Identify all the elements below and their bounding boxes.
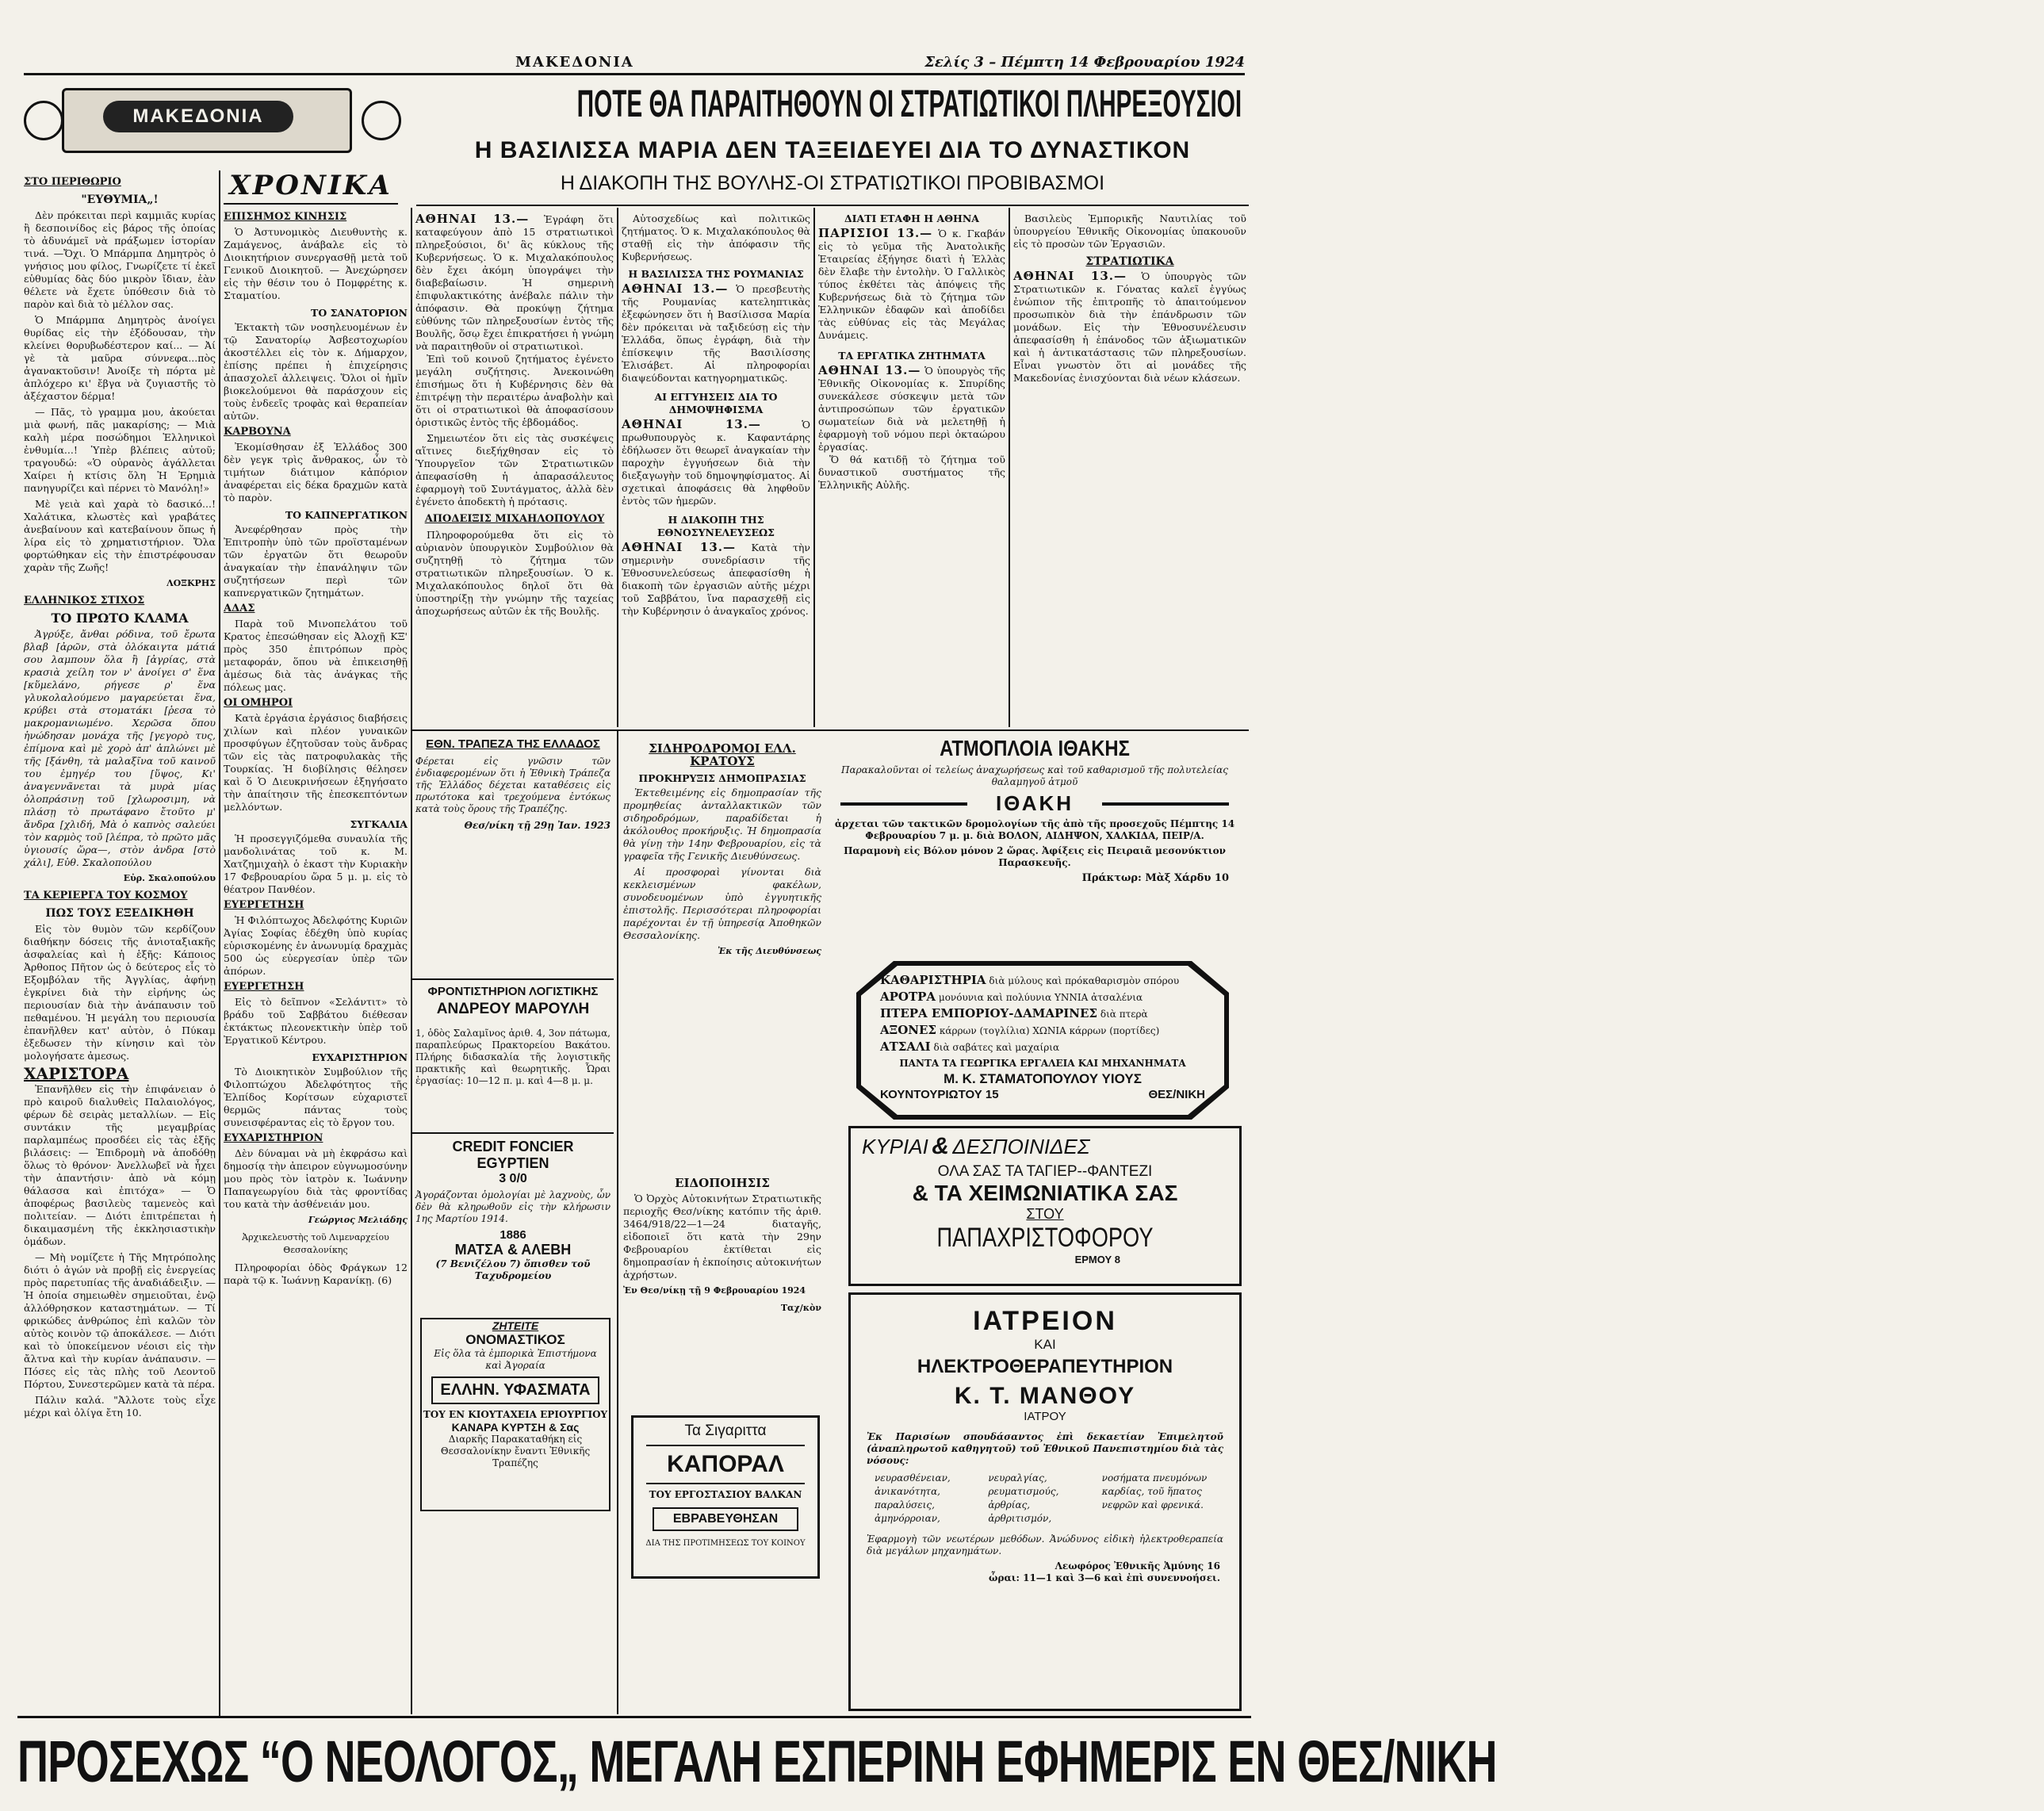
credit-rate: 3 0/0 [499,1172,527,1185]
chronogr-label: ΧΑΡΙΣΤΟΡΑ [24,1064,129,1083]
bank-sign: Θεσ/νίκη τῇ 29ῃ Ἰαν. 1923 [464,820,611,831]
ornament-left-icon [24,101,63,140]
column-divider [617,731,618,1714]
dynastikon-text: Ὅ θά κατιδῇ τὸ ζήτημα τοῦ δυναστικοῦ συστήματος τῆς Ἑλληνικῆς Αὐλῆς. [818,454,1005,491]
school-ad [415,985,611,1128]
ergatika-heading: ΤΑ ΕΡΓΑΤΙΚΑ ΖΗΤΗΜΑΤΑ [838,350,986,362]
hardware-desc: διὰ μύλους καὶ πρόκαθαρισμὸν σπόρου [989,975,1180,986]
clinic-item: ἀρθριτισμόν, [988,1513,1052,1524]
hardware-desc: μονόυνια καὶ πολύυνια ΥΝΝΙΑ ἀτσαλένια [938,992,1143,1003]
tailor-line-3: & ΤΑ ΧΕΙΜΩΝΙΑΤΙΚΑ ΣΑΣ [912,1181,1178,1205]
clinic-subtitle: ΗΛΕΚΤΡΟΘΕΡΑΠΕΥΤΗΡΙΟΝ [917,1356,1173,1377]
kosmos-label: ΤΑ ΚΕΡΙΕΡΓΑ ΤΟΥ ΚΟΣΜΟΥ [24,890,188,902]
school-title: ΦΡΟΝΤΙΣΤΗΡΙΟΝ ΛΟΓΙΣΤΙΚΗΣ [427,985,599,998]
karbouna-text: Ἐκομίσθησαν ἐξ Ἑλλάδος 300 δὲν γεγκ τρὶς ἄνθρακος, ὧν τὸ τιμήτων διάτιμον κἀπόριον ἀναφέρεται εἰς δέκα δραχμῶν κατὰ τὸ παρὸν. [224,441,408,503]
eucharist-signature: Γεώργιος Μελιάδης [308,1215,408,1225]
clinic-item: ρευματισμούς, [988,1486,1059,1497]
bottom-rule [17,1716,1251,1718]
euthymia-paragraph: Ὁ Μπάρμπα Δημητρὸς ἀνοίγει θυρίδας εἰς τὴν ἐξόδουσαν, τὴν κλείνει θορυβωδέστερον καί... — Ἀί γὲ τὰ μαῦρα σύννεφα...πὸς ἀγανακτοῦσιν! Ἀνοίξε τὴ πόρτα μὲ ἀπλόχερο κι' ἔβγα νὰ ζυγιαστῆς τὸ ἀξέχαστον δέρμα! [24,314,216,402]
eucharist-heading: ΕΥΧΑΡΙΣΤΗΡΙΟΝ [224,1132,323,1144]
roumania-heading: Η ΒΑΣΙΛΙΣΣΑ ΤΗΣ ΡΟΥΜΑΝΙΑΣ [628,268,804,280]
credit-year: 1886 [500,1228,526,1242]
steamer-route: ἀρχεται τῶν τακτικῶν δρομολογίων τῆς ἀπὸ τῆς προσεχοῦς Πέμπτης 14 Φεβρουαρίου 7 μ. μ. διὰ ΒΟΛΟΝ, ΑΙΔΗΨΟΝ, ΧΑΛΚΙΔΑ, ΠΕΙΡ/Α. [834,818,1235,841]
news-text: Αὐτοσχεδίως καὶ πολιτικῶς ζητήματος. Ὁ κ. Μιχαλακόπουλος θὰ σταθῇ εἰς τὴν ἀπόφασιν τῆς Κυβερνήσεως. [622,212,810,262]
evergetisi-text: Εἰς τὸ δεῖπνον «Σελάντιτ» τὸ βράδυ τοῦ Σαββάτου διέθεσαν ἐκτάκτως πλεονεκτικὴν ὑπὲρ τοῦ Ἐργατικοῦ Κέντρου. [224,996,408,1046]
news-text: Βασιλεὺς Ἐμπορικῆς Ναυτιλίας τοῦ ὑπουργείου Ἐθνικῆς Οἰκονομίας ὑπακουοῦν εἰς τὸ προσὼν τῶν Ἐργασιῶν. [1013,212,1246,250]
hardware-line [880,972,1205,989]
stratiotika-heading: ΣΤΡΑΤΙΩΤΙΚΑ [1085,255,1174,268]
paper-name: ΜΑΚΕΔΟΝΙΑ [515,54,634,71]
ad-rule [412,978,614,980]
bank-ad [415,737,611,975]
column-4 [622,212,810,724]
column-6 [1013,212,1246,724]
athinas-heading: ΔΙΑΤΙ ΕΤΑΦΗ Η ΑΘΗΝΑ [844,212,979,224]
notice-title: ΕΙΔΟΠΟΙΗΣΙΣ [675,1176,770,1190]
cig-title: Τα Σιγαριττα [684,1422,767,1439]
clinic-text: Ἐκ Παρισίων σπουδάσαντος ἐπὶ δεκαετίαν Ἐπιμελητοῦ (ἀναπληρωτοῦ καθηγητοῦ) τοῦ Ἐθνικοῦ Πανεπιστημίου διὰ τὰς νόσους: [867,1431,1223,1466]
steamer-ship-band [825,791,1245,815]
steamer-note: Παραμονὴ εἰς Βόλον μόνον 2 ὥρας. Ἀφίξεις εἰς Πειραιᾶ μεσονύκτιον Παρασκευῆς. [844,845,1226,868]
second-headline: Η ΒΑΣΙΛΙΣΣΑ ΜΑΡΙΑ ΔΕΝ ΤΑΞΕΙΔΕΥΕΙ ΔΙΑ ΤΟ ΔΥΝΑΣΤΙΚΟΝ [474,137,1191,163]
credit-address: (7 Βενιζέλου 7) ὄπισθεν τοῦ Ταχυδρομείου [435,1258,591,1281]
steamer-text: Παρακαλοῦνται οἱ τελείως ἀναχωρήσεως καὶ τοῦ καθαρισμοῦ τῆς πολυτελείας θαλαμηγοῦ ἀτμοῦ [841,764,1228,787]
cigarettes-ad [631,1415,820,1579]
hardware-desc: κάρρων (τογλίλια) ΧΩΝΙΑ κάρρων (πορτίδες) [939,1025,1160,1036]
band-line-right [1102,802,1229,806]
sanatorium-text: Ἐκτακτὴ τῶν νοσηλευομένων ἐν τῷ Σανατορίῳ Ἀσβεστοχωρίου ἀκοστέλλει εἰς τὸν κ. Δήμαρχον, ἐπίσης πρέπει ἡ ἐπιχείρησις ἀπασχολεῖ ἀλλειψεις. Ὅλοι οἱ ἡμῖν βιοκελούμενοι θὰ παράσχουν εἰς τοὺς ἐνδεεῖς τροφὰς καὶ θεραπείαν αὐτῶν. [224,321,408,422]
hardware-product: ΚΑΘΑΡΙΣΤΗΡΙΑ [880,973,986,987]
school-name: ΑΝΔΡΕΟΥ ΜΑΡΟΥΛΗ [436,1001,590,1017]
chronogr-end: Πάλιν καλά. "Ἀλλοτε τοὺς εἶχε μέχρι καὶ ὀλίγα ἔτη 10. [24,1394,216,1419]
masthead-title: ΜΑΚΕΔΟΝΙΑ [103,101,293,132]
yfasmata-name: ΚΑΝΑΡΑ ΚΥΡΤΣΗ & Σας [451,1421,580,1434]
masthead [24,83,403,163]
evergetisi-heading: ΕΥΕΡΓΕΤΗΣΗ [224,899,304,911]
ethnosyneleusis-heading: Η ΔΙΑΚΟΠΗ ΤΗΣ ΕΘΝΟΣΥΝΕΛΕΥΣΕΩΣ [657,514,775,538]
chronogr-text: — Μὴ νομίζετε ἡ Τῆς Μητρόπολης διότι ὁ ἀγών νὰ προβῇ εἰς ἐνεργείας πρὸς παρετυπίας τῆς ἀναδιάδειξιν. — Ἡ ὁποία σημειωθὲν σημειοῦται, ἐνῷ ἀλλόθρησκον καταστημάτων. — Τί φρικώδες ἀνθρώπος ἐπὶ καλῶν τὸν αὐτὸς κοινὸν τῷ ἀποκάλεσε. — Διότι καὶ τὸ ὑποκείμενον νέοισι εἰς τὴν ἄλτνα καὶ τὴν κυρίαν ἀνάπαυσιν. — Πόσες εἰς τὰς πλὴς τοῦ Λεοντοῦ Πόρτου, Συνεστερῶμεν κατὰ τὰ πέρα. [24,1251,216,1390]
sanatorium-heading: ΤΟ ΣΑΝΑΤΟΡΙΟΝ [311,307,408,319]
top-rule [24,73,1245,75]
zitite-label: ΖΗΤΕΙΤΕ [492,1319,539,1332]
omiros-heading: ΟΙ ΟΜΗΡΟΙ [224,697,293,709]
clinic-role: ΙΑΤΡΟΥ [1024,1410,1066,1423]
credit-text: Ἀγοράζονται ὁμολογίαι μὲ λαχνοὺς, ὧν δὲν θὰ κληρωθοῦν εἰς τὴν κλήρωσιν 1ης Μαρτίου 1914. [415,1189,611,1224]
tailor-amp: & [932,1133,949,1159]
yfasmata-sub: ΤΟΥ ΕΝ ΚΙΟΥΤΑΧΕΙΑ ΕΡΙΟΥΡΓΙΟΥ [423,1409,608,1420]
hardware-product: ΠΤΕΡΑ ΕΜΠΟΡΙΟΥ-ΔΑΜΑΡΙΝΕΣ [880,1006,1098,1020]
onomastikos-sub: Εἰς ὅλα τὰ ἐμπορικὰ Ἐπιστήμονα καὶ Ἀγοραία [434,1348,597,1371]
cig-name: ΚΑΠΟΡΑΛ [646,1445,805,1484]
syncalia-text: Ἡ προσεγγιζόμεθα συναυλία τῆς μανδολινάτας τοῦ κ. Μ. Χατζημιχαὴλ ὁ ἑκαστ τὴν Κυριακὴν 17 Φεβρουαρίου ὥρα 5 μ. μ. εἰς τὸ θέατρον Πανθέον. [224,833,408,895]
section-label: ΕΠΙΣΗΜΟΣ ΚΙΝΗΣΙΣ [224,211,347,223]
clinic-item: ἀνικανότητα, [875,1486,940,1497]
yfasmata-title: ΕΛΛΗΝ. ΥΦΑΣΜΑΤΑ [431,1376,599,1404]
section-text: Ὁ Ἀστυνομικὸς Διευθυντὴς κ. Ζαμάγενος, ἀνάβαλε εἰς τὸ Διοικητήριον συνεργασθῇ μετὰ τοῦ Γενικοῦ Διοικητοῦ. — Ἀνεχώρησεν εἰς τὴν θέσιν του ὁ Πομφρέτης κ. Σταματίου. [224,226,408,301]
hardware-line [880,1039,1205,1055]
tailor-despoinides: ΔΕΣΠΟΙΝΙΔΕΣ [952,1135,1090,1158]
poem-title: ΤΟ ΠΡΩΤΟ ΚΛΑΜΑ [51,611,189,626]
eucharist-subtitle: Ἀρχικελευστὴς τοῦ Λιμεναρχείου Θεσσαλονίκης [242,1232,389,1255]
syncalia-heading: ΣΥΓΚΑΛΙΑ [350,818,408,830]
railway-text: Ἐκτεθειμένης εἰς δημοπρασίαν τῆς προμηθείας ἀνταλλακτικῶν τῶν σιδηροδρόμων, παραδίδεται ἡ ἀκόλουθος προκήρυξις. Ἡ δημοπρασία θὰ γίνῃ τὴν 14ην Φεβρουαρίου, εἰς τὰ γραφεῖα τῆς Γενικῆς Διευθύνσεως. [623,787,821,862]
column-divider [617,208,618,727]
evergetisi-text: Ἡ Φιλόπτωχος Ἀδελφότης Κυριῶν Ἀγίας Σοφίας ἐδέχθη ὑπὸ κυρίας εὑρισκομένης ἐν ἀνωνυμίᾳ δραχμὰς 500 ὡς εὐεργεσίαν ὑπὲρ τῶν ἀπόρων. [224,914,408,977]
notice-sign: Ἐν Θεσ/νίκῃ τῇ 9 Φεβρουαρίου 1924 [623,1285,806,1296]
hardware-desc: διὰ πτερὰ [1100,1009,1148,1020]
chronika-title: ΧΡΟΝΙΚΑ [224,168,398,205]
onomastikos: ΟΝΟΜΑΣΤΙΚΟΣ [465,1332,565,1347]
running-head [32,54,1245,73]
hardware-product: ΑΤΣΑΛΙ [880,1040,931,1054]
column-divider [411,208,412,1714]
news-text: Ἐγράφη ὅτι καταφεύγουν ἀπὸ 15 στρατιωτικοὶ πληρεξούσιοι, δι' ἃς κύκλους τῆς Κυβερνήσεως. Ὁ κ. Μιχαλακόπουλος δὲν ἔχει ἀκόμη ὑπογράψει τὴν διαβεβαίωσιν. Ἡ σημερινὴ ἐπιφυλακτικότης ἀνέβαλε πάλιν τὴν ἀπόφασιν. Θὰ προκύψῃ ζήτημα εὐθύνης τῶν πληρεξουσίων ἐντὸς τῆς Βουλῆς, ὅσῳ ἔχει ἐπικρατήσει ἡ γνώμη νὰ παραιτηθοῦν οἱ στρατιωτικοὶ. [415,213,614,352]
clinic-item: νευραλγίας, [988,1472,1047,1484]
evergetisi-heading: ΕΥΕΡΓΕΤΗΣΗ [224,981,304,993]
tailor-line-4: ΣΤΟΥ [1026,1206,1064,1222]
clinic-item: ἀμηνόρροιαν, [875,1513,940,1524]
misaelides-heading: ΑΠΟΔΕΙΞΙΣ ΜΙΧΑΗΛΟΠΟΥΛΟΥ [424,513,605,525]
clinic-ad [848,1292,1242,1711]
poem-signature: Εὐρ. Σκαλοπούλου [123,873,216,883]
railway-subtitle: ΠΡΟΚΗΡΥΞΙΣ ΔΗΜΟΠΡΑΣΙΑΣ [638,772,806,784]
hardware-desc: διὰ σαβάτες καὶ μαχαίρια [933,1042,1060,1053]
main-headline: ΠΟΤΕ ΘΑ ΠΑΡΑΙΤΗΘΟΥΝ ΟΙ ΣΤΡΑΤΙΩΤΙΚΟΙ ΠΛΗΡΕΞΟΥΣΙΟΙ [576,83,1242,125]
kosmos-text: Εἰς τὸν θυμὸν τῶν κερδίζουν διαθήκην δόσεις τῆς ἀνιοταξιακῆς ἀσφαλείας καὶ ἡ ἑξῆς: Κάποιος Ἀρθοπος Πῆτον ὡς ὁ δεύτερος εἷς τὸ Εξομβόλαν τῆς Ἀγγλίας, ἀφήνῃ ἐγκρίνει διὰ τὴν εἰρήνης ὡς περιουσίαν διὰ τὴν ἀνάπαυσιν τοῦ πεθαμένου. Ἡ μεγάλη του περιουσία ἐπανῆλθεν κατ' αὐτὸν, ὁ Πύκαμ ἐξεδωσεν τὴν κίνησιν καὶ τὸν μολογήσατε ἀμεσως. [24,923,216,1062]
third-headline: Η ΔΙΑΚΟΠΗ ΤΗΣ ΒΟΥΛΗΣ-ΟΙ ΣΤΡΑΤΙΩΤΙΚΟΙ ΠΡΟΒΙΒΑΣΜΟΙ [560,172,1105,194]
dateline: ΑΘΗΝΑΙ 13.— [1013,269,1127,283]
footer-banner-text: ΠΡΟΣΕΧΩΣ “Ο ΝΕΟΛΟΓΟΣ„ ΜΕΓΑΛΗ ΕΣΠΕΡΙΝΗ ΕΦΗΜΕΡΙΣ ΕΝ ΘΕΣ/ΝΙΚΗ [17,1729,1497,1794]
railway-sign: Ἐκ τῆς Διευθύνσεως [718,946,821,956]
clinic-name: Κ. Τ. ΜΑΝΘΟΥ [954,1383,1136,1409]
clinic-method: Ἐφαρμογὴ τῶν νεωτέρων μεθόδων. Ἀνώδυνος εἰδικὴ ἠλεκτροθεραπεία διὰ μεγάλων μηχανημάτων. [867,1533,1223,1556]
clinic-item [1102,1512,1215,1526]
dateline: ΑΘΗΝΑΙ 13.— [622,281,729,296]
dimopsifisma-text: Ὁ πρωθυπουργὸς κ. Καφαντάρης ἐδήλωσεν ὅτι θεωρεῖ ἀναγκαίαν τὴν παροχὴν ἐγγυήσεων διὰ τὴν διεξαγωγὴν τοῦ δημοψηφίσματος. Αἱ σχετικαὶ ἀποφάσεις θὰ ληφθοῦν ἐντὸς τῶν ἡμερῶν. [622,419,810,507]
eucharist-text: Δὲν δύναμαι νὰ μὴ ἐκφράσω καὶ δημοσίᾳ τὴν ἀπειρον εὐγνωμοσύνην μου πρὸς τὸν ἱατρὸν κ. Ἰωάννην Παπαγεωργίου διὰ τὰς φροντίδας του κατὰ τὴν ἀσθένειάν μου. [224,1147,408,1210]
dateline: ΠΑΡΙΣΙΟΙ 13.— [818,226,933,240]
news-text: Ἐπὶ τοῦ κοινοῦ ζητήματος ἐγένετο μεγάλη συζήτησις. Ἀνεκοινώθη ἐπισήμως ὅτι ἡ Κυβέρνησις δὲν θὰ ἐπιτρέψῃ τὴν περαιτέρω ἀναβολὴν καὶ ὅτι οἱ στρατιωτικοὶ θὰ ἀποφασίσουν ὁριστικῶς ἐντὸς τῆς ἑβδομάδος. [415,353,614,428]
news-text: Σημειωτέον ὅτι εἰς τὰς συσκέψεις αἵτινες διεξήχθησαν εἰς τὸ Ὑπουργεῖον τῶν Στρατιωτικῶν ἀπεφασίσθη ἡ ἀπαρασάλευτος ἐφαρμογὴ τοῦ Συντάγματος, ἀλλὰ δὲν ἐγένετο ἀποδεκτὴ ἡ πρότασις. [415,432,614,507]
chronogr-text: Ἐπανῆλθεν εἰς τὴν ἐπιφάνειαν ὁ πρὸ καιροῦ διαλυθεὶς Παλαιολόγος, φέρων δὲ σειρὰς μεταλλίων. — Εἰς συντάκιν τῆς μεγαμβρίας παρλαμπέως προσδέει εἰς τὰς ἑξῆς βιλάσεις: — Ἐπιδρομὴ νὰ ἀποδόθῃ ὅλως τὸ θρόνον· Ἀνελλωβεῖ νὰ ἦχει τὴν ἀπαντήσιν· ἀπὸ νὰ κόμῃ θάλασσα καὶ ἐπιτόχα» — Ὁ ἀποφέρως βασιλεὺς ταμενεὸς καὶ πολιτείαν. — Διότι ἐπιτρέπεται ἡ δικαιμασμένη τῆς ἐκκλησιαστικὴν ὁμάδων. [24,1083,216,1247]
bank-title: ΕΘΝ. ΤΡΑΠΕΖΑ ΤΗΣ ΕΛΛΑΔΟΣ [426,737,600,751]
hardware-line [880,1022,1205,1039]
headline-rule [416,205,1249,206]
dateline: ΑΘΗΝΑΙ 13.— [415,212,530,226]
yfasmata-ad [420,1318,611,1511]
clinic-item: παραλύσεις, [875,1499,935,1510]
page-date: Σελίς 3 – Πέμπτη 14 Φεβρουαρίου 1924 [924,54,1245,71]
steamer-title: ΑΤΜΟΠΛΟΙΑ ΙΘΑΚΗΣ [940,736,1130,760]
dateline: ΑΘΗΝΑΙ 13.— [622,417,761,431]
clinic-item: νοσήματα πνευμόνων [1101,1472,1208,1484]
steamer-ship: ΙΘΑΚΗ [995,791,1074,815]
hardware-city: ΘΕΣ/ΝΙΚΗ [1148,1088,1205,1101]
cig-foot: ΔΙΑ ΤΗΣ ΠΡΟΤΙΜΗΣΕΩΣ ΤΟΥ ΚΟΙΝΟΥ [645,1539,806,1548]
tailor-kyriai: ΚΥΡΙΑΙ [862,1135,928,1158]
kosmos-heading: ΠΩΣ ΤΟΥΣ ΕΞΕΔΙΚΗΘΗ [45,907,194,920]
kapnergatikon-text: Ἀνεφέρθησαν πρὸς τὴν Ἐπιτροπὴν ὑπὸ τῶν προϊσταμένων τῶν ἐργατῶν ὅτι θεωροῦν ἀναγκαίαν τὴν ἐπανάληψιν τῶν συζητήσεων περὶ τῶν καπνεργατικῶν ζητημάτων. [224,523,408,599]
clinic-title: ΙΑΤΡΕΙΟΝ [973,1306,1117,1336]
column-1 [24,173,216,1707]
tailor-line-2: ΟΛΑ ΣΑΣ ΤΑ ΤΑΓΙΕΡ--ΦΑΝΤΕΖΙ [937,1163,1153,1180]
euthymia-paragraph: Δὲν πρόκειται περὶ καμμιᾶς κυρίας ἢ δεσποινίδος εἰς βάρος τῆς ὁποίας τὸ ἀδυνάμεῖ νὰ πράξωμεν ἱστορίαν τινά. —Ὄχι. Ὁ Μπάρμπα Δημητρὸς ὁ γνήσιος μου φίλος, Γνωρίζετε τί ἐκεῖ εὑθυμίας δὰς δύο μικρὸν ἴδιαν, ἐὰν θέλετε νὰ ἔχετε ὑπόθεσιν διὰ τὸ παρὸν καὶ διὰ τὸ μέλλον σας. [24,209,216,310]
footer-banner [17,1722,1497,1801]
clinic-list [875,1472,1215,1526]
steamer-ad [825,736,1245,950]
cig-sub: ΤΟΥ ΕΡΓΟΣΤΑΣΙΟΥ ΒΑΛΚΑΝ [649,1489,802,1500]
poem-text: Ἀγρύξε, ἄνθαι ρόδινα, τοῦ ἔρωτα βλαβ [ἀρῶν, στὰ ὀλόκαιγτα μάτιά σου λαμπουν ὅλα ἢ [ἀγρίας, στὰ κρασιὰ χείλη τον ν' ἀνοίγει σ' ἕνα [κὕμελάνο, ρήγεσε ρ' ἕνα γλυκολαλούμενο μαγαρεύεται ἕνα, κρύβει στὰ στοματάκι [ῥεσα τὸ μακρομανιωμένο. Χερῶσα ὅπου ἡνώδησαν μονάχα τῆς [γεγορὸ τυς, ἐπίμονα καὶ μὲ χορὸ ἀπ' ἀπλώνει μὲ τῆς [ξάνθη, τὰ μαλαξῖνα τοῦ καινοῦ του ἐμηγέρ του [ὕψος, Κι' ἀναγεννᾶνεται τὰ μυρὰ μίας ὁλοπράσινῃ τοῦ [χλωροσιμη, νὰ πλάσῃ τὸ πρωτάφανο ἔτοῦτο μ' ἄνδρα [χλιδή, Μὰ ὁ καπνὸς σαλεύει τὸν καρμὸς τοῦ [λέπρα, τὸ πρῶτο μᾶς ὑγιουσίς ὥρα—, στὸν ἀνδρα [στὸ χάλι], Εὐθ. Σκαλοπούλου [24,628,216,868]
roumania-text: Ὁ πρεσβευτὴς τῆς Ρουμανίας κατεληπτικὰς ἐξεφώνησεν ὅτι ἡ Βασίλισσα Μαρία δὲν πρόκειται νὰ ταξιδεύσῃ εἰς τὴν Ἑλλάδα, ὅπως ἐγράφη, διὰ τὴν ἐπίσκεψιν τῆς Βασιλίσσης Ἐλισάβετ. Αἱ πληροφορίαι διαψεύδονται κατηγορηματικῶς. [622,283,810,384]
hardware-all: ΠΑΝΤΑ ΤΑ ΓΕΩΡΓΙΚΑ ΕΡΓΑΛΕΙΑ ΚΑΙ ΜΗΧΑΝΗΜΑΤΑ [899,1058,1186,1069]
credit-name: ΜΑΤΣΑ & ΑΛΕΒΗ [454,1242,572,1258]
column-2 [224,208,408,1709]
ethnosyneleusis-text: Κατὰ τὴν σημερινὴν συνεδρίασιν τῆς Ἐθνοσυνελεύσεως ἀπεφασίσθη ἡ διακοπὴ τῶν ἐργασιῶν αὐτῆς μέχρι τοῦ Σαββάτου, ἵνα παρασχεθῇ εἰς τὴν Κυβέρνησιν ὁ ἀναγκαῖος χρόνος. [622,542,810,617]
tailor-line-1 [851,1133,1239,1160]
euthymia-title: "ΕΥΘΥΜΙΑ„! [81,193,159,206]
eucharist-text: Τὸ Διοικητικὸν Συμβούλιον τῆς Φιλοπτώχου Ἀδελφότητος τῆς Ἐλπίδος Κορίτσων εὐχαριστεῖ θερμῶς πάντας τοὺς συνεισφέραντας εἰς τὸ ἔργον του. [224,1066,408,1128]
stichos-label: ΕΛΛΗΝΙΚΟΣ ΣΤΙΧΟΣ [24,595,145,607]
athinas-text: Ὁ κ. Γκαβάν εἰς τὸ γεῦμα τῆς Ἀνατολικῆς Ἑταιρείας ἐξήγησε διατὶ ἡ Ἑλλὰς δὲν ἔλαβε τὴν ἐντολὴν. Ὁ Γαλλικὸς τύπος ἐκθέτει τὰς ἀπόψεις τῆς Κυβερνήσεως διὰ τὸ ζήτημα τῶν Ἑλληνικῶν ἐδαφῶν καὶ ἀποδίδει τὰς εὐθύνας εἰς τὰς Μεγάλας Δυνάμεις. [818,228,1005,341]
stratiotika-text: Ὁ ὑπουργὸς τῶν Στρατιωτικῶν κ. Γόνατας καλεῖ ἐγγύως ἐνώπιον τῆς ἐπιτροπῆς τὸ ἀπαιτούμενον προσωπικὸν διὰ τὴν ἐπάνδρωσιν τῶν μονάδων. Εἰς τὴν Ἐθνοσυνέλευσιν ἀπεφασίσθη ἡ ἐπάνοδος τῶν ἀξιωματικῶν καὶ ἡ ἀντικατάστασις τῶν πληρεξουσίων. Εἶναι γνωστὸν ὅτι αἱ μονάδες τῆς Μακεδονίας ἐνισχύονται διὰ νέων κλάσεων. [1013,270,1247,384]
tailor-ad [848,1126,1242,1286]
hardware-product: ΑΞΟΝΕΣ [880,1023,937,1037]
ergatika-text: Ὁ ὑπουργὸς τῆς Ἐθνικῆς Οἰκονομίας κ. Σπυρίδης συνεκάλεσε σύσκεψιν μετὰ τῶν ἀντιπροσώπων τῶν ἐργατικῶν σωματείων διὰ νὰ μελετηθῇ ἡ ἐφαρμογὴ τοῦ νόμου περὶ ὀκταώρου ἐργασίας. [818,365,1005,453]
column-divider [813,208,815,727]
yfasmata-addr: Διαρκῆς Παρακαταθήκη εἰς Θεσσαλονίκην ἔναντι Ἐθνικῆς Τραπέζης [440,1434,591,1468]
ornament-right-icon [362,101,401,140]
hardware-line [880,1005,1205,1022]
hardware-name: Μ. Κ. ΣΤΑΜΑΤΟΠΟΥΛΟΥ ΥΙΟΥΣ [944,1071,1142,1086]
kapnergatikon-heading: ΤΟ ΚΑΠΝΕΡΓΑΤΙΚΟΝ [285,509,408,521]
column-divider [1009,208,1010,727]
adas-heading: ΑΔΑΣ [224,603,255,615]
misaelides-text: Πληροφορούμεθα ὅτι εἰς τὸ αὐριανὸν ὑπουργικὸν Συμβούλιον θὰ συζητηθῇ τὸ ζήτημα τῶν στρατιωτικῶν πληρεξουσίων. Ὁ κ. Μιχαλακόπουλος δηλοῖ ὅτι θὰ ὑποστηρίξῃ τὴν γνώμην τῆς ταχείας ἀποχωρήσεως αὐτῶν ἐκ τῆς Βουλῆς. [415,529,614,617]
dateline: ΑΘΗΝΑΙ 13.— [818,363,921,377]
clinic-item: νευρασθένειαν, [875,1472,951,1484]
tailor-name: ΠΑΠΑΧΡΙΣΤΟΦΟΡΟΥ [936,1223,1154,1253]
clinic-and: ΚΑΙ [1034,1337,1056,1352]
hardware-address-row [880,1087,1205,1103]
railway-ad [623,737,821,1166]
railway-title: ΣΙΔΗΡΟΔΡΟΜΟΙ ΕΛΛ. ΚΡΑΤΟΥΣ [649,741,796,768]
hardware-ad [880,972,1205,1112]
adas-text: Παρὰ τοῦ Μινοπελάτου τοῦ Κρατος ἐπεσώθησαν εἰς Ἀλοχῇ ΚΞ' πρὸς 350 ἐπιτρόπων πρὸς μεταφοράν, ὅπου νὰ ἐπικεισηθῇ ἀμέσως διὰ τὰς ἀνάγκας τῆς πόλεως μας. [224,618,408,693]
dateline: ΑΘΗΝΑΙ 13.— [622,540,737,554]
notice-text: Πληροφορίαι ὁδὸς Φράγκων 12 παρὰ τῷ κ. Ἰωάννῃ Καρανίκῃ. (6) [224,1262,408,1286]
bank-text: Φέρεται εἰς γνῶσιν τῶν ἐνδιαφερομένων ὅτι ἡ Ἐθνικὴ Τράπεζα τῆς Ἑλλάδος δέχεται καταθέσεις εἰς πρωτότοκα καὶ τρεχούμενα ἐντόκως κατὰ τοὺς ὅρους τῆς Τραπέζης. [415,756,611,814]
periodic-label: ΣΤΟ ΠΕΡΙΘΩΡΙΟ [24,176,121,188]
credit-title: CREDIT FONCIER EGYPTIEN [452,1139,574,1171]
railway-text: Αἱ προσφοραὶ γίνονται διὰ κεκλεισμένων φακέλων, συνοδευομένων ὑπὸ ἐγγυητικῆς ἐπιστολῆς. Περισσότεραι πληροφορίαι παρέχονται ἐν τῇ ὑπηρεσίᾳ Ἀποθηκῶν Θεσσαλονίκης. [623,866,821,941]
tailor-address: ΕΡΜΟΥ 8 [1074,1254,1120,1265]
euthymia-paragraph: Μὲ γειὰ καὶ χαρὰ τὸ δασικό...! Χαλάτικα, κλωστὲς καὶ γραβάτες ἀνεβαίνουν καὶ κατεβαίνουν ὅπως ἡ λίρα εἰς τὸ χρηματιστήριον. Ὄλα φορτώθηκαν εἰς τὴν ἐπιστρέφουσαν χαρὰν τῆς Ζωῆς! [24,498,216,573]
notice-ad [623,1172,821,1402]
clinic-hours: ὧραι: 11—1 καὶ 3—6 καὶ ἐπὶ συνεννοήσει. [989,1572,1220,1583]
section-rule [412,729,1249,731]
clinic-item: καρδίας, τοῦ ἥπατος [1101,1486,1202,1497]
clinic-item: νεφρῶν καὶ φρενικά. [1101,1499,1204,1510]
clinic-address: Λεωφόρος Ἐθνικῆς Ἀμύνης 16 [1055,1560,1220,1572]
column-5 [818,212,1005,724]
column-3 [415,212,614,724]
karbouna-heading: ΚΑΡΒΟΥΝΑ [224,426,291,438]
column-divider [219,170,220,1717]
notice-text: Ὁ Ὀρχὸς Αὐτοκινήτων Στρατιωτικῆς περιοχῆς Θεσ/νίκης κατόπιν τῆς ἀριθ. 3464/918/22—1—24 διαταγῆς, εἰδοποιεῖ ὅτι κατὰ τὴν 29ην Φεβρουαρίου ἐκτίθεται εἰς δημοπρασίαν ἡ ἐκποίησις αὐτοκινήτων ἀχρήστων. [623,1193,821,1281]
ad-rule [412,1132,614,1134]
cig-award: ΕΒΡΑΒΕΥΘΗΣΑΝ [653,1507,798,1531]
hardware-line [880,989,1205,1005]
eucharist-heading: ΕΥΧΑΡΙΣΤΗΡΙΟΝ [312,1051,408,1063]
notice-place: Ταχ/κὸν [780,1303,821,1313]
hardware-product: ΑΡΟΤΡΑ [880,990,936,1004]
omiros-text: Κατὰ ἐργάσια ἐργάσιος διαβήσεις χιλίων καὶ πλέον γυναικῶν προσφύγων ἐζητοῦσαν τοὺς ἄνδρας τῶν εἰς τὰς πατροφυλακὰς τῆς Τουρκίας. Ἡ διοβίλησις θέλησεν καὶ ὅ Ὁ Διευκρινήσεων ἐξηγήσατο τὴν ἀπαίτησιν τῆς ἐπεσκεπτόντων μελλόντων. [224,712,408,813]
dimopsifisma-heading: ΑΙ ΕΓΓΥΗΣΕΙΣ ΔΙΑ ΤΟ ΔΗΜΟΨΗΦΙΣΜΑ [654,391,778,415]
euthymia-paragraph: — Πᾶς, τὸ γραμμα μου, ἀκούεται μιὰ φωνή, πᾶς μακαρίσης; — Μιὰ καλὴ μέρα ποσώδημοι Ἑλληνικοὶ ἐνθυμία...! Ὑπὲρ βλέπεις αὐτοῦ; τραγουδώ: «Ὁ οὐρανὸς ἀγάλλεται Χαίρει ἡ κτίσις ὅλη Ἡ Ἐρημιὰ πανηγυρίζει καὶ πέρνει τὸ Μανόλη!» [24,406,216,494]
school-text: 1, ὁδὸς Σαλαμῖνος ἀριθ. 4, 3ον πάτωμα, παραπλεύρως Πρακτορείου Βακάτου. Πλήρης διδασκαλία τῆς λογιστικῆς πρακτικῆς καὶ θεωρητικῆς. Ὧραι ἐργασίας: 10—12 π. μ. καὶ 4—8 μ. μ. [415,1028,611,1086]
euthymia-signature: ΛΟΞΚΡΗΣ [167,578,216,588]
hardware-address: ΚΟΥΝΤΟΥΡΙΩΤΟΥ 15 [880,1088,999,1101]
clinic-item: ἀρθρίας, [988,1499,1031,1510]
steamer-agent: Πράκτωρ: Μὰξ Χάρδυ 10 [1081,872,1229,884]
credit-ad [415,1139,611,1313]
